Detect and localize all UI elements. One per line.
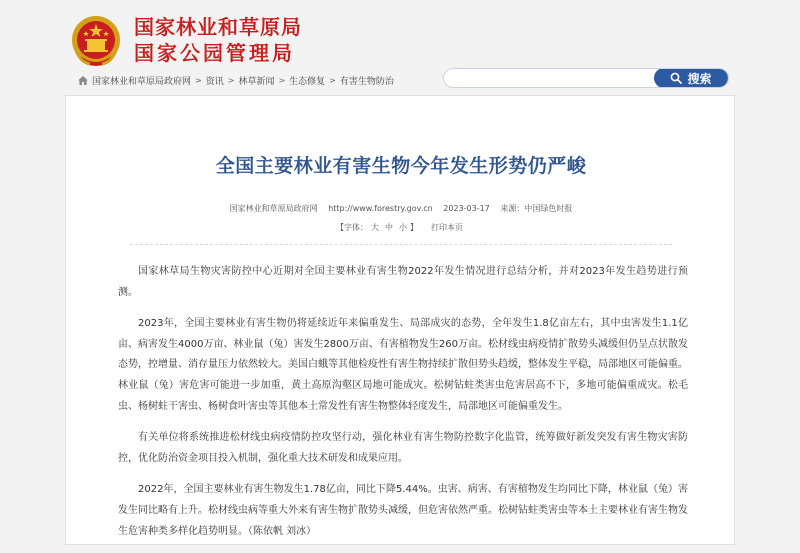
article-paragraph-2: 2023年，全国主要林业有害生物仍将延续近年来偏重发生、局部成灾的态势，全年发生1.8亿亩左右，其中虫害发生1.1亿亩、病害发生4000万亩、林业鼠（兔）害发生2800万亩、有害植物发生260万亩。松材线虫病疫情扩散势头减缓但仍呈点状散发态势，控增量、消存量压力依然较大。美国白蛾等其他检疫性有害生物持续扩散但势头趋缓，整体发生平稳，局部地区可能偏重。林业鼠（兔）害危害可能进一步加重，黄土高原沟壑区局地可能成灾。松树钻蛀类害虫危害居高不下，多地可能偏重成灾。松毛虫、杨树蛀干害虫、杨树食叶害虫等其他本土常发性有害生物整体轻度发生，局部地区可能偏重发生。 [118,318,688,412]
print-button[interactable]: 打印本页 [431,223,463,232]
site-header [0,0,800,95]
article-body [118,262,688,553]
breadcrumb-item-pest-control[interactable]: 有害生物防治 [339,77,394,87]
article-date: 2023-03-17 [443,204,490,213]
font-size-large-button[interactable]: 大 [371,223,379,232]
search-button[interactable] [654,68,728,88]
breadcrumb-separator: > [227,76,235,85]
breadcrumb-item-home[interactable]: 国家林业和草原局政府网 [92,77,192,87]
article-origin: 来源：中国绿色时报 [500,204,573,213]
article-panel [65,95,735,545]
breadcrumb-item-eco-restoration[interactable]: 生态修复 [289,77,326,87]
divider [130,244,672,245]
article-source: 国家林业和草原局政府网 [229,204,318,213]
font-size-end: 】 [410,223,418,232]
article-url[interactable]: http://www.forestry.gov.cn [328,204,433,213]
national-emblem-logo[interactable] [70,14,122,70]
site-name[interactable] [134,14,302,66]
breadcrumb-separator: > [195,76,202,85]
article-toolbar [66,222,736,233]
article-meta [66,203,736,214]
search-input[interactable] [452,72,661,89]
font-size-small-button[interactable]: 小 [399,223,407,232]
home-icon [78,76,88,85]
article-paragraph-1: 国家林草局生物灾害防控中心近期对全国主要林业有害生物2022年发生情况进行总结分析，并对2023年发生趋势进行预测。 [118,266,688,298]
font-size-medium-button[interactable]: 中 [385,223,393,232]
breadcrumb-separator: > [329,76,336,85]
search-icon [670,72,682,84]
article-paragraph-3: 有关单位将系统推进松材线虫病疫情防控攻坚行动，强化林业有害生物防控数字化监管，统筹做好新发突发有害生物灾害防控，优化防治资金项目投入机制，强化重大技术研发和成果应用。 [118,432,688,464]
article-paragraph-4: 2022年，全国主要林业有害生物发生1.78亿亩，同比下降5.44%。虫害、病害、有害植物发生均同比下降，林业鼠（兔）害发生同比略有上升。松材线虫病等重大外来有害生物扩散势头减缓，但危害依然严重。松树钻蛀类害虫等本土主要林业有害生物发生危害种类多样化趋势明显。（陈依帆 刘冰） [118,484,688,537]
breadcrumb [78,74,394,87]
breadcrumb-item-forestry-news[interactable]: 林草新闻 [238,77,275,87]
font-size-label: 【字体： [336,223,368,232]
article-title: 全国主要林业有害生物今年发生形势仍严峻 [215,155,587,177]
search-bar [443,68,729,88]
breadcrumb-separator: > [278,76,286,85]
site-name-line1: 国家林业和草原局 [134,15,302,39]
site-name-line2: 国家公园管理局 [134,41,295,65]
breadcrumb-item-news[interactable]: 资讯 [205,77,224,87]
search-button-label: 搜索 [687,71,712,86]
